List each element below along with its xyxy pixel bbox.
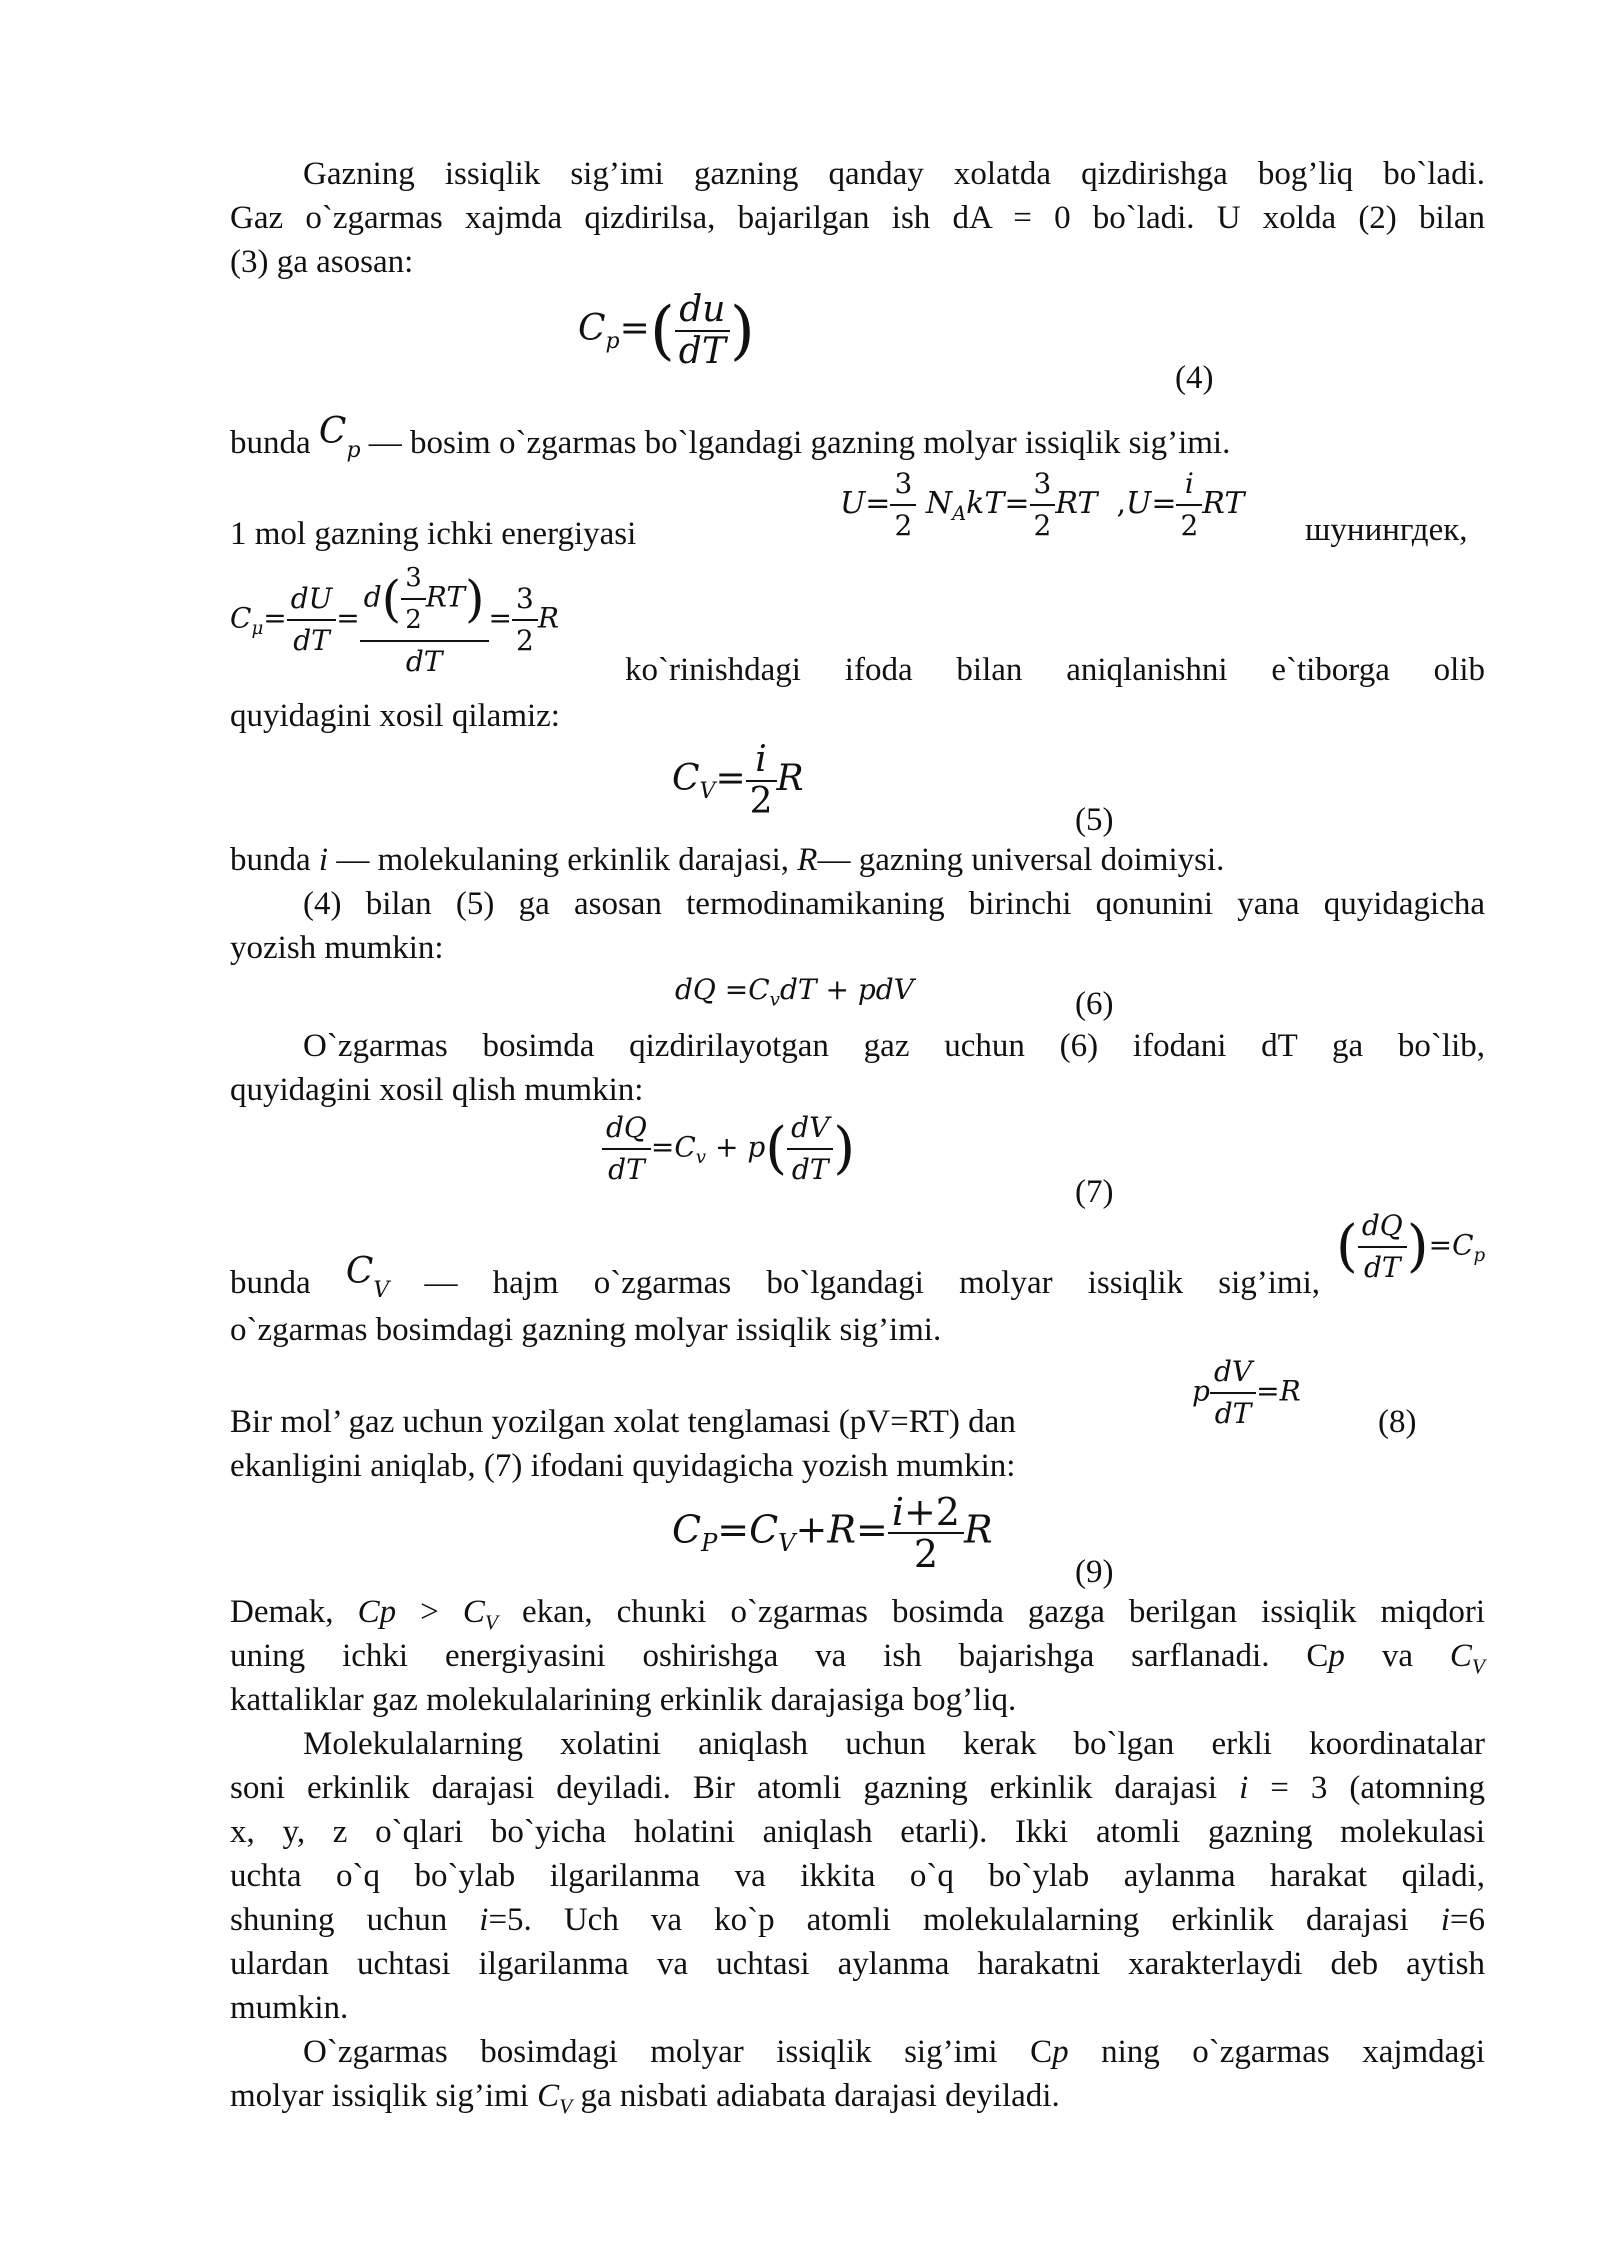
equation-number: (4)	[1175, 360, 1214, 396]
text-line: Demak, $Cp > C_V$ ekan, chunki o`zgarmas bosimda gazga berilgan issiqlik miqdori	[230, 1594, 1485, 1635]
text-line: O`zgarmas bosimdagi molyar issiqlik sig’imi Cp ning o`zgarmas xajmdagi	[303, 2034, 1486, 2070]
text-line: bunda i — molekulaning erkinlik darajasi, R— gazning universal doimiysi.	[230, 842, 1225, 878]
text-line: O`zgarmas bosimda qizdirilayotgan gaz uchun (6) ifodani dT ga bo`lib,	[303, 1028, 1485, 1064]
text-line: shuning uchun i=5. Uch va ko`p atomli molekulalarning erkinlik darajasi i=6	[230, 1902, 1485, 1938]
equation-9: $C_P=C_V+R=$ $\frac{i+2}{2}$ R	[672, 1490, 993, 1576]
equation-4: $C_p=$( $\frac{du}{dT}$ )	[578, 289, 755, 372]
equation-7: $\frac{dQ}{dT}$ $=C_v + p$( $\frac{dV}{dT}$ )	[602, 1108, 855, 1190]
text-line: (4) bilan (5) ga asosan termodinamikaning birinchi qonunini yana quyidagicha	[303, 886, 1485, 922]
text-line: ekanligini aniqlab, (7) ifodani quyidagicha yozish mumkin:	[230, 1448, 1016, 1484]
text-line: uchta o`q bo`ylab ilgarilanma va ikkita o`q bo`ylab aylanma harakat qiladi,	[230, 1858, 1485, 1894]
text-line: quyidagini xosil qilamiz:	[230, 698, 560, 734]
equation-number: (8)	[1378, 1404, 1417, 1440]
equation-cp-definition: ( $\frac{dQ}{dT}$ )$=C_p$	[1336, 1206, 1485, 1288]
equation-number: (7)	[1075, 1174, 1114, 1210]
text-line: yozish mumkin:	[230, 930, 444, 966]
text-line: Gazning issiqlik sig’imi gazning qanday xolatda qizdirishga bog’liq bo`ladi.	[303, 156, 1485, 192]
text-line: o`zgarmas bosimdagi gazning molyar issiqlik sig’imi.	[230, 1312, 942, 1348]
text-fragment: шунингдек,	[1305, 512, 1468, 548]
text-line: x, y, z o`qlari bo`yicha holatini aniqlash etarli). Ikki atomli gazning molekulasi	[230, 1814, 1485, 1850]
equation-6: dQ $=C_vdT$ + pdV	[675, 973, 914, 1011]
equation-5: $C_V=$ $\frac{i}{2}$ R	[672, 739, 804, 822]
equation-internal-energy: U= $\frac{3}{2}$ $N_AkT=$ $\frac{3}{2}$ RT ,U= $\frac{i}{2}$ RT	[840, 464, 1244, 546]
text-line: molyar issiqlik sig’imi $C_V$ ga nisbati adiabata darajasi deyiladi.	[230, 2078, 1060, 2119]
equation-number: (9)	[1075, 1554, 1114, 1590]
text-line: Gaz o`zgarmas xajmda qizdirilsa, bajarilgan ish dA = 0 bo`ladi. U xolda (2) bilan	[230, 200, 1485, 236]
text-line: ulardan uchtasi ilgarilanma va uchtasi aylanma harakatni xarakterlaydi deb aytish	[230, 1946, 1485, 1982]
text-line: quyidagini xosil qlish mumkin:	[230, 1072, 644, 1108]
text-line: mumkin.	[230, 1990, 349, 2026]
text-line: Molekulalarning xolatini aniqlash uchun kerak bo`lgan erkli koordinatalar	[303, 1726, 1485, 1762]
equation-number: (5)	[1075, 802, 1114, 838]
equation-8: p $\frac{dV}{dT}$ =R	[1192, 1352, 1301, 1434]
text-fragment: ko`rinishdagi ifoda bilan aniqlanishni e`tiborga olib	[625, 652, 1485, 688]
text-line: kattaliklar gaz molekulalarining erkinlik darajasiga bog’liq.	[230, 1682, 1017, 1718]
text-line: 1 mol gazning ichki energiyasi	[230, 516, 637, 552]
text-line: soni erkinlik darajasi deyiladi. Bir atomli gazning erkinlik darajasi i = 3 (atomning	[230, 1770, 1485, 1806]
equation-number: (6)	[1075, 986, 1114, 1022]
text-line: uning ichki energiyasini oshirishga va ish bajarishga sarflanadi. Cp va $C_V$	[230, 1638, 1485, 1679]
text-line: bunda $C_V$ — hajm o`zgarmas bo`lgandagi molyar issiqlik sig’imi,	[230, 1251, 1321, 1303]
text-line: bunda $C_p$ — bosim o`zgarmas bo`lgandagi gazning molyar issiqlik sig’imi.	[230, 411, 1231, 463]
text-line: (3) ga asosan:	[230, 244, 414, 280]
equation-c-mu: $C_\mu=$ $\frac{dU}{dT}$ = d( $\frac{3}{2}$ RT) dT = $\frac{3}{2}$ R	[230, 558, 559, 682]
text-line: Bir mol’ gaz uchun yozilgan xolat tenglamasi (pV=RT) dan	[230, 1404, 1016, 1440]
